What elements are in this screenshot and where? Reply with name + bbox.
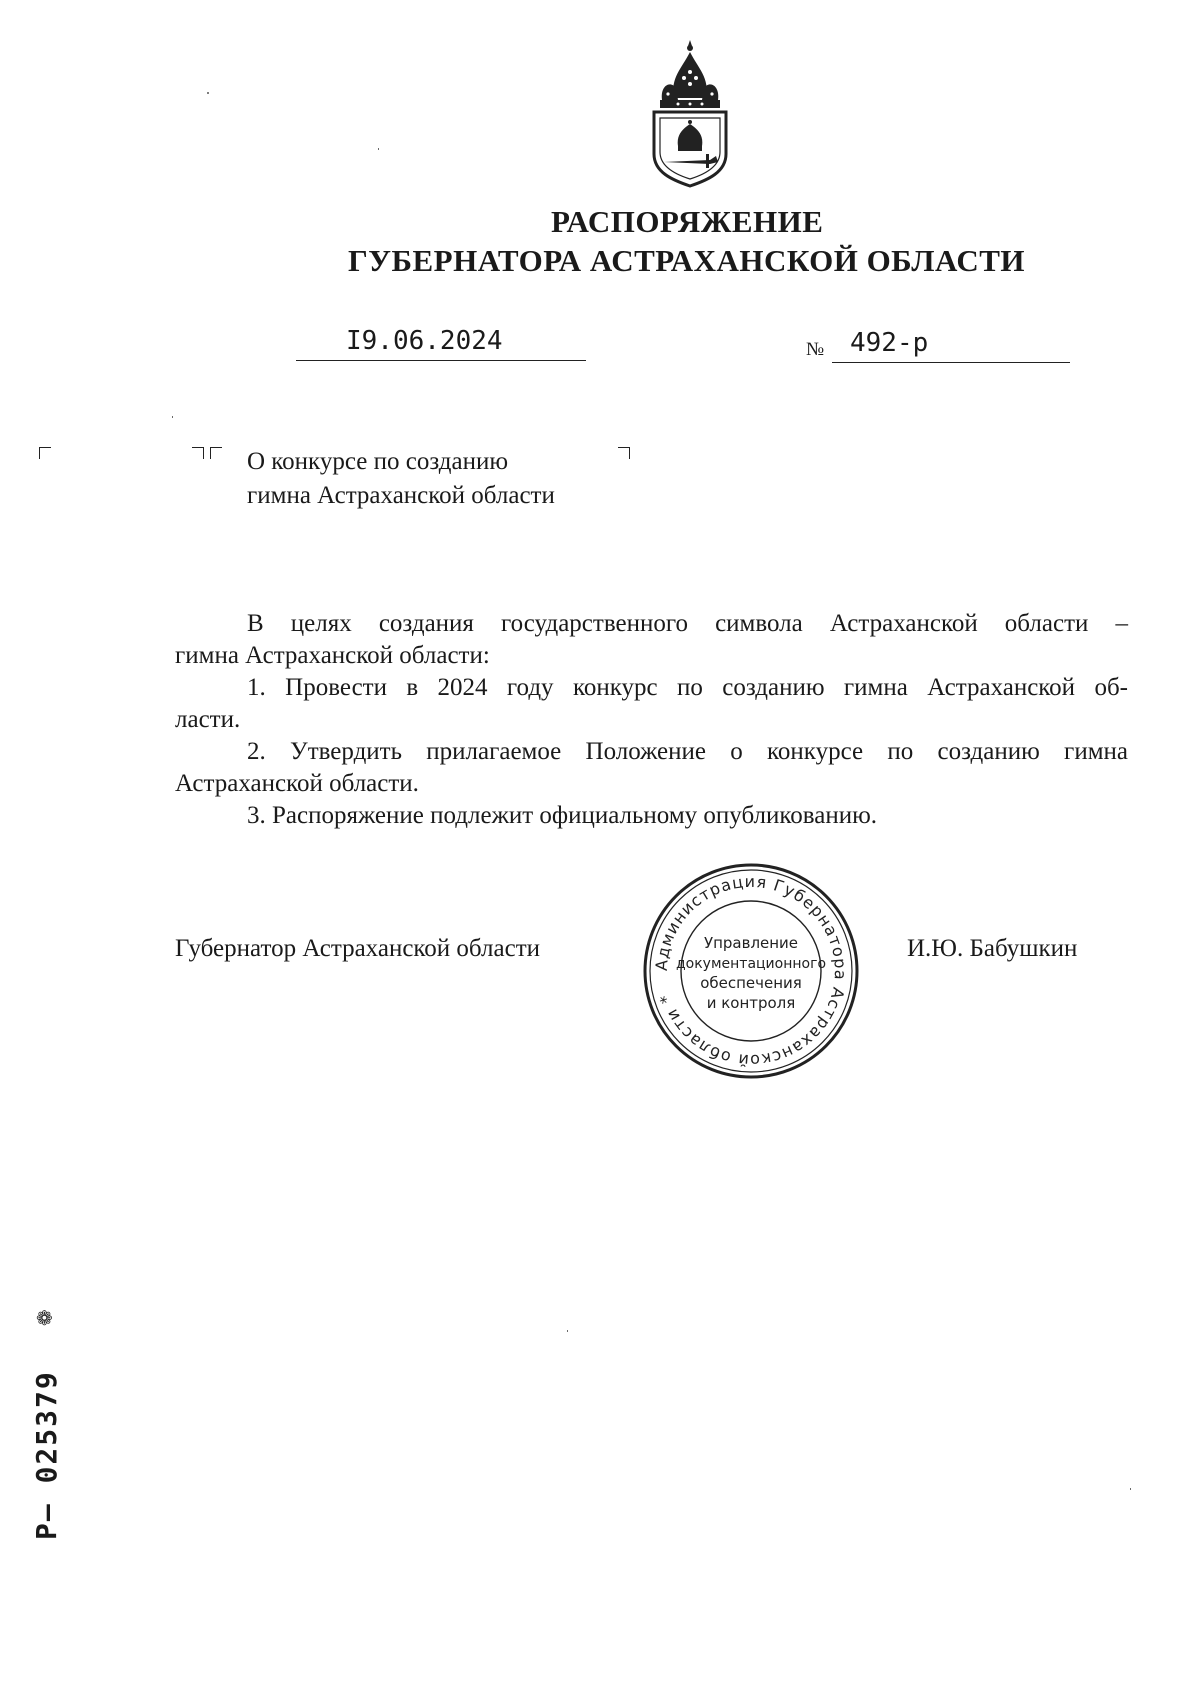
corner-mark [39, 447, 51, 459]
document-number: 492-р [850, 328, 929, 358]
body-item: 1. Провести в 2024 году конкурс по созданию гимна Астраханской об- [247, 674, 1128, 701]
signer-position: Губернатор Астраханской области [175, 935, 541, 962]
seal-inner-line: и контроля [706, 994, 796, 1012]
corner-mark [192, 447, 204, 459]
body-item: 3. Распоряжение подлежит официальному опубликованию. [247, 802, 878, 829]
official-seal [640, 860, 862, 1082]
body-item: Астраханской области. [175, 770, 419, 797]
seal-outer-text: Администрация Губернатора Астраханской области * [651, 871, 851, 1071]
body-item: 2. Утвердить прилагаемое Положение о конкурсе по созданию гимна [247, 738, 1128, 765]
document-subject [247, 445, 555, 513]
scan-speck [378, 148, 379, 150]
corner-mark [210, 447, 222, 459]
document-title: РАСПОРЯЖЕНИЕ [551, 204, 824, 239]
subject-line: О конкурсе по созданию [247, 448, 508, 475]
document-body [175, 608, 1128, 832]
signer-name: И.Ю. Бабушкин [907, 935, 1078, 962]
body-item: ласти. [175, 706, 241, 733]
subject-line: гимна Астраханской области [247, 482, 555, 509]
serial-number-text: Р– 025379 [30, 1370, 63, 1540]
body-paragraph: В целях создания государственного символа Астраханской области – [247, 610, 1128, 637]
scan-speck [172, 416, 173, 418]
corner-mark [618, 447, 630, 459]
seal-inner-line: документационного [675, 956, 827, 972]
scan-speck [567, 1330, 568, 1332]
scan-speck [1130, 1488, 1131, 1490]
seal-inner-line: обеспечения [700, 974, 802, 992]
flower-ornament-icon: ❁ [36, 1308, 53, 1330]
document-date: I9.06.2024 [346, 326, 503, 356]
seal-inner-line: Управление [703, 934, 799, 952]
coat-of-arms-icon [648, 38, 732, 188]
date-field [296, 326, 586, 361]
number-sign: № [806, 339, 825, 360]
document-issuer: ГУБЕРНАТОРА АСТРАХАНСКОЙ ОБЛАСТИ [348, 243, 1026, 278]
serial-number [30, 1370, 63, 1570]
scan-speck [207, 92, 209, 94]
number-field [832, 326, 1070, 363]
body-paragraph: гимна Астраханской области: [175, 642, 490, 669]
